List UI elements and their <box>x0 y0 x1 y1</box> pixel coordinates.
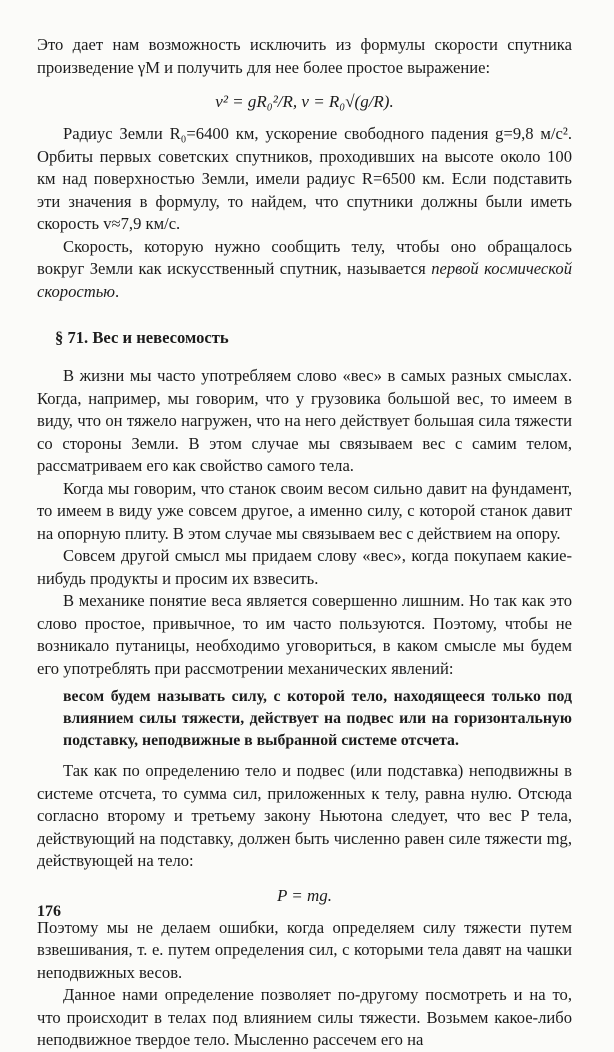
paragraph-earth-radius: Радиус Земли R₀=6400 км, ускорение свободного падения g=9,8 м/с². Орбиты первых советских спутников, проходивших на высоте около 100 км над поверхностью Земли, имели радиус R=6500 км. Если подставить эти значения в формулу, то найдем, что спутники должны были иметь скорость v≈7,9 км/с. <box>37 124 572 233</box>
paragraph-first-cosmic-velocity <box>37 236 572 304</box>
paragraph-weighing-products: Совсем другой смысл мы придаем слову «вес», когда покупаем какие-нибудь продукты и просим их взвесить. <box>37 546 572 588</box>
paragraph-weighing-method: Поэтому мы не делаем ошибки, когда определяем силу тяжести путем взвешивания, т. е. путем определения сил, с которыми тела давят на чашки неподвижных весов. <box>37 917 572 982</box>
paragraph-weight-meanings: В жизни мы часто употребляем слово «вес» в самых разных смыслах. Когда, например, мы говорим, что у грузовика большой вес, то имеем в виду, что он тяжело нагружен, что на него действует большая сила тяжести со стороны Земли. В этом случае мы связываем вес с самим телом, рассматриваем его как свойство самого тела. <box>37 366 572 475</box>
formula-weight: P = mg. <box>276 885 333 905</box>
weight-definition: весом будем называть силу, с которой тело, находящееся только под влиянием силы тяжести, действует на подвес или на горизонтальную подставку, неподвижные в выбранной системе отсчета. <box>63 688 572 749</box>
paragraph-mechanics-weight: В механике понятие веса является совершенно лишним. Но так как это слово простое, привычное, то им часто пользуются. Поэтому, чтобы не возникало путаницы, необходимо уговориться, в каком смысле мы будем его употреблять при рассмотрении механических явлений: <box>37 591 572 678</box>
paragraph-satellite-intro: Это дает нам возможность исключить из формулы скорости спутника произведение γM и получить для нее более простое выражение: <box>37 35 572 77</box>
paragraph-solid-body: Данное нами определение позволяет по-другому посмотреть и на то, что происходит в телах под влиянием силы тяжести. Возьмем какое-либо неподвижное твердое тело. Мысленно рассечем его на <box>37 985 572 1049</box>
paragraph-machine-weight: Когда мы говорим, что станок своим весом сильно давит на фундамент, то имеем в виду уже совсем другое, а именно силу, с которой станок давит на опорную плиту. В этом случае мы связываем вес с действием на опору. <box>37 478 572 543</box>
section-heading: § 71. Вес и невесомость <box>55 328 229 347</box>
first-cosmic-velocity-text: Скорость, которую нужно сообщить телу, чтобы оно обращалось вокруг Земли как искусственный спутник, называется <box>37 236 572 278</box>
formula-orbital-velocity: v² = gR₀²/R, v = R₀√(g/R). <box>215 92 394 111</box>
first-cosmic-velocity-period: . <box>115 281 120 301</box>
paragraph-newton-laws: Так как по определению тело и подвес (или подставка) неподвижны в системе отсчета, то сумма сил, приложенных к телу, равна нулю. Отсюда согласно второму и третьему закону Ньютона следует, что вес P тела, действующий на подставку, должен быть численно равен силе тяжести mg, действующей на тело: <box>37 761 572 870</box>
page-number: 176 <box>37 903 61 920</box>
first-cosmic-velocity-term: первой космической скоростью <box>37 259 572 301</box>
